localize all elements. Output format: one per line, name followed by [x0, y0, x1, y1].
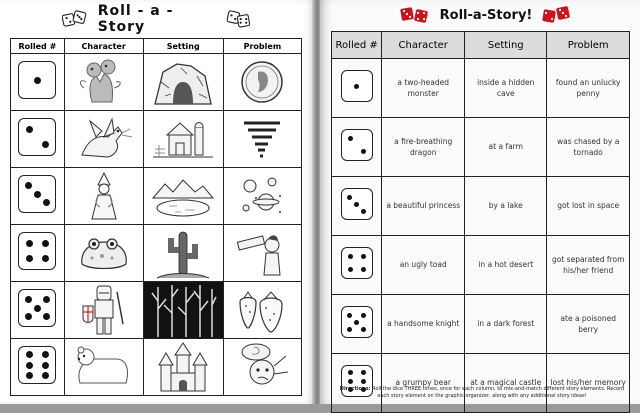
die-face-6 — [18, 346, 56, 384]
die-pip — [347, 327, 352, 332]
die-pip — [361, 370, 366, 375]
die-face-5 — [341, 306, 373, 338]
die-pip — [361, 267, 366, 272]
table-row — [11, 111, 302, 168]
setting-cell: at a farm — [465, 118, 547, 177]
right-story-table — [331, 31, 630, 413]
setting-cell: in a dark forest — [465, 295, 547, 354]
knight-icon — [77, 284, 131, 336]
die-pip — [348, 267, 353, 272]
die-pip — [361, 379, 366, 384]
die-pip — [34, 77, 41, 84]
die-pip — [348, 370, 353, 375]
die-face-1 — [18, 61, 56, 99]
table-row — [332, 177, 630, 236]
die-pip — [361, 209, 366, 214]
directions-label: Directions: — [339, 386, 371, 392]
die-pip — [34, 305, 41, 312]
table-row — [332, 295, 630, 354]
die-face-2 — [341, 129, 373, 161]
red-dice-icon — [400, 4, 430, 26]
table-row — [332, 236, 630, 295]
two-headed-monster-icon — [74, 58, 134, 106]
table-row — [332, 59, 630, 118]
problem-cell: lost his/her memory — [547, 354, 630, 413]
confused-man-icon — [234, 342, 290, 392]
die-pip — [348, 254, 353, 259]
die-pip — [42, 240, 49, 247]
table-row — [11, 282, 302, 339]
die-pip — [42, 372, 49, 379]
directions-text — [336, 386, 628, 400]
castle-icon — [153, 341, 213, 393]
directions-body: Roll the dice THREE times, once for each column, to mix-and-match different story elements. Record each story element on the graphic organizer, along with any additional story ideas! — [372, 386, 625, 399]
character-cell: a fire-breathing dragon — [382, 118, 465, 177]
die-pip — [26, 126, 33, 133]
telescope-boy-icon — [234, 229, 290, 277]
die-pip — [25, 182, 32, 189]
setting-cell: in a hot desert — [465, 236, 547, 295]
tornado-icon — [238, 115, 286, 163]
right-header-row — [332, 32, 630, 59]
die-pip — [361, 254, 366, 259]
setting-cell: at a magical castle — [465, 354, 547, 413]
die-pip — [42, 351, 49, 358]
problem-cell: found an unlucky penny — [547, 59, 630, 118]
lake-icon — [151, 172, 215, 220]
die-face-2 — [18, 118, 56, 156]
die-pip — [26, 255, 33, 262]
die-pip — [26, 372, 33, 379]
table-row — [11, 54, 302, 111]
right-title: Roll-a-Story! — [439, 7, 533, 23]
die-pip — [26, 240, 33, 247]
toad-icon — [74, 230, 134, 276]
die-pip — [42, 255, 49, 262]
die-face-5 — [18, 289, 56, 327]
setting-cell: inside a hidden cave — [465, 59, 547, 118]
dice-icon — [226, 8, 252, 30]
die-pip — [354, 84, 359, 89]
table-row — [332, 118, 630, 177]
right-header-problem: Problem — [547, 32, 630, 59]
die-pip — [347, 313, 352, 318]
die-pip — [354, 202, 359, 207]
dice-icon — [62, 8, 88, 30]
left-title-bar — [62, 3, 252, 35]
die-pip — [42, 362, 49, 369]
problem-cell: ate a poisoned berry — [547, 295, 630, 354]
die-pip — [361, 327, 366, 332]
die-pip — [348, 379, 353, 384]
die-pip — [347, 195, 352, 200]
die-pip — [354, 320, 359, 325]
die-face-4 — [18, 232, 56, 270]
cave-icon — [151, 58, 215, 106]
princess-icon — [80, 171, 128, 221]
die-pip — [26, 351, 33, 358]
left-header-character: Character — [64, 39, 143, 54]
die-face-3 — [18, 175, 56, 213]
left-title: Roll - a - Story — [97, 3, 174, 35]
die-pip — [361, 313, 366, 318]
penny-icon — [238, 58, 286, 106]
die-face-3 — [341, 188, 373, 220]
right-header-rolled: Rolled # — [332, 32, 382, 59]
setting-cell: by a lake — [465, 177, 547, 236]
die-pip — [43, 199, 50, 206]
left-page — [0, 0, 314, 404]
table-row — [11, 225, 302, 282]
farm-icon — [151, 115, 215, 163]
character-cell: a grumpy bear — [382, 354, 465, 413]
problem-cell: got lost in space — [547, 177, 630, 236]
dark-forest-icon — [148, 283, 218, 337]
die-face-1 — [341, 70, 373, 102]
table-row — [11, 339, 302, 396]
bear-icon — [72, 343, 136, 391]
character-cell: a beautiful princess — [382, 177, 465, 236]
right-header-character: Character — [382, 32, 465, 59]
desert-icon — [155, 226, 211, 280]
character-cell: a handsome knight — [382, 295, 465, 354]
character-cell: a two-headed monster — [382, 59, 465, 118]
problem-cell: got separated from his/her friend — [547, 236, 630, 295]
die-pip — [25, 313, 32, 320]
right-header-setting: Setting — [465, 32, 547, 59]
problem-cell: was chased by a tornado — [547, 118, 630, 177]
space-icon — [236, 172, 288, 220]
character-cell: an ugly toad — [382, 236, 465, 295]
strawberry-icon — [234, 286, 290, 334]
table-row — [11, 168, 302, 225]
left-header-rolled: Rolled # — [11, 39, 65, 54]
left-header-setting: Setting — [143, 39, 223, 54]
die-pip — [25, 296, 32, 303]
die-pip — [26, 362, 33, 369]
die-pip — [43, 296, 50, 303]
dragon-icon — [72, 115, 136, 163]
die-pip — [34, 191, 41, 198]
right-title-bar — [386, 4, 586, 26]
die-face-4 — [341, 247, 373, 279]
die-pip — [43, 313, 50, 320]
die-pip — [42, 141, 49, 148]
left-header-problem: Problem — [223, 39, 301, 54]
left-story-table — [10, 38, 302, 396]
die-pip — [361, 149, 366, 154]
die-pip — [348, 136, 353, 141]
left-header-row — [11, 39, 302, 54]
red-dice-icon — [542, 4, 572, 26]
